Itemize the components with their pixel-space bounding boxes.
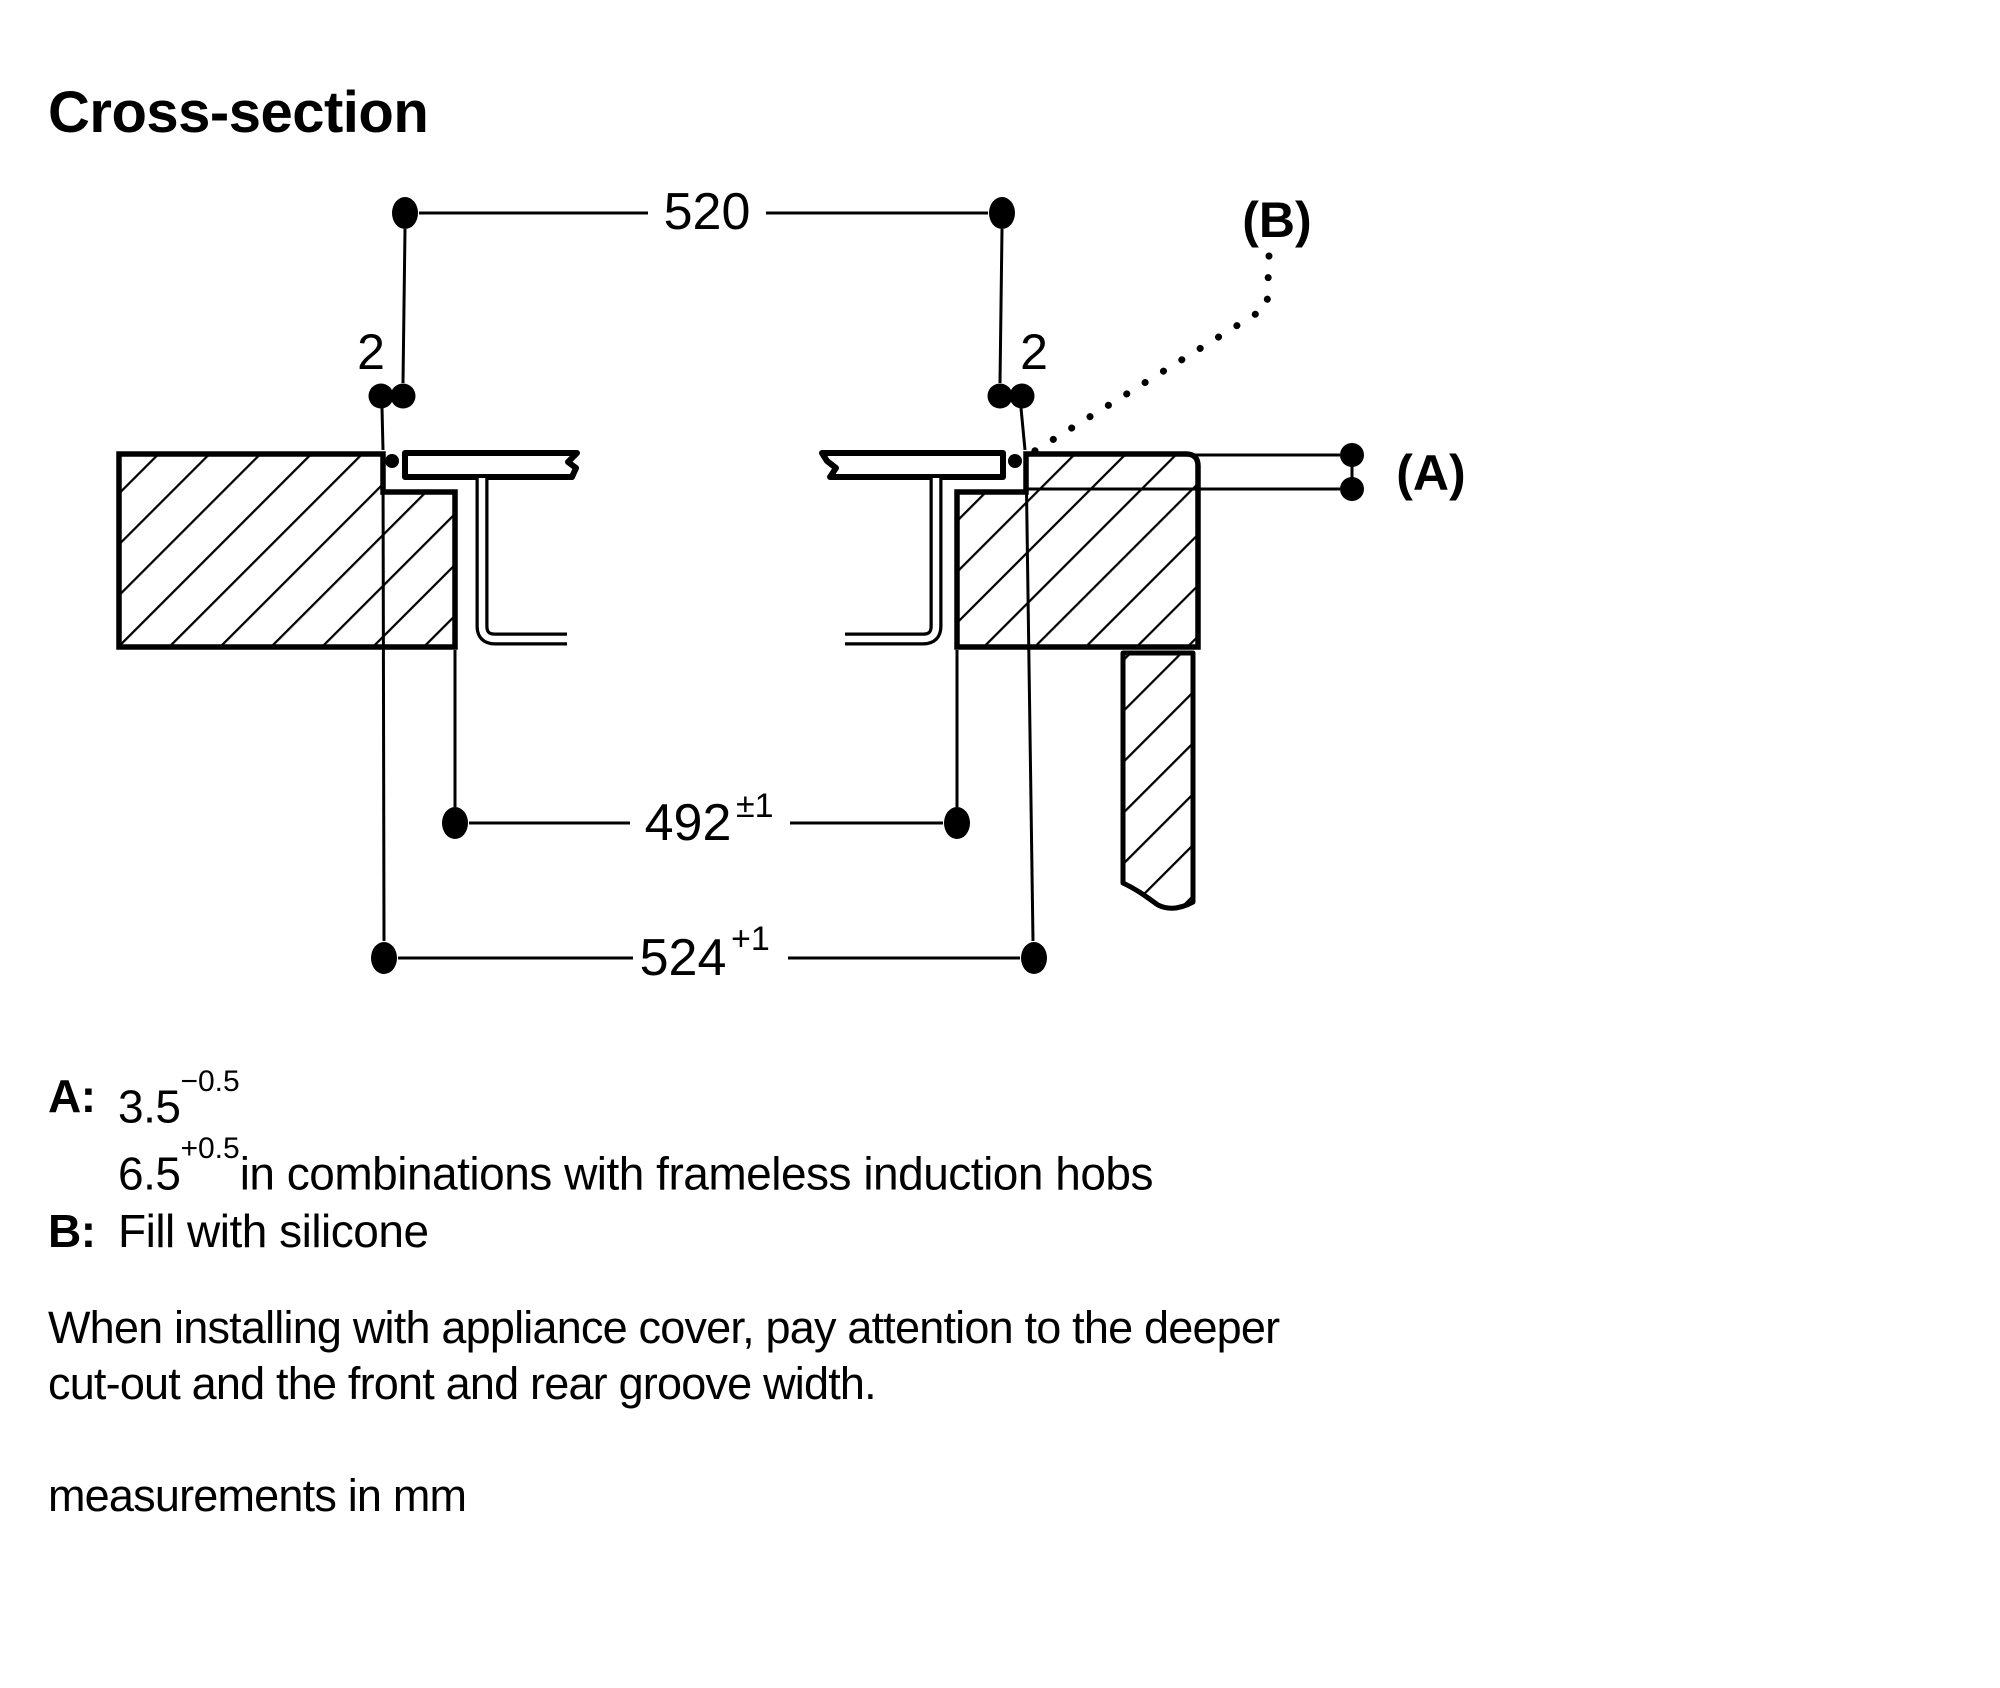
hob-glass-right — [822, 453, 1003, 477]
dim-492 — [442, 787, 970, 852]
worktop-left-section — [119, 454, 455, 647]
dim-524-label: 524 — [639, 929, 727, 987]
dim-492-label: 492 — [644, 794, 732, 852]
gap-right-label: 2 — [1020, 324, 1048, 380]
gap-left-label: 2 — [357, 324, 385, 380]
hob-glass-left — [405, 453, 577, 477]
legend-row-a — [48, 1065, 1153, 1135]
installation-note-line1: When installing with appliance cover, pay attention to the deeper — [48, 1302, 1280, 1353]
worktop-right-section — [957, 454, 1198, 647]
callout-a-label: (A) — [1396, 445, 1466, 501]
silicone-leader-dotted-line — [1033, 256, 1269, 452]
dim-520-dot-right — [989, 197, 1015, 229]
mounting-bracket-left — [482, 478, 567, 639]
legend — [48, 1065, 1153, 1260]
dim-492-tolerance: ±1 — [736, 787, 774, 825]
gap-dim-left — [357, 324, 415, 468]
legend-a2-number: 6.5 — [118, 1147, 181, 1200]
page-title: Cross-section — [48, 80, 429, 145]
dim-520-dot-left — [392, 197, 418, 229]
dim-492-dot-left — [442, 807, 468, 839]
dim-524-tolerance: +1 — [731, 920, 770, 958]
legend-row-a2 — [48, 1132, 1153, 1202]
dim-524-dot-left — [371, 942, 397, 974]
hob-glass — [405, 453, 1003, 477]
legend-key-b: B: — [48, 1204, 96, 1257]
cabinet-panel-section — [1123, 653, 1193, 908]
gap-right-groove-dot — [1008, 454, 1022, 468]
dim-524 — [371, 920, 1047, 987]
dim-520-label: 520 — [663, 183, 751, 241]
legend-a2-text: in combinations with frameless induction hobs — [239, 1147, 1153, 1200]
dim-524-dot-right — [1021, 942, 1047, 974]
legend-a-number: 3.5 — [118, 1080, 181, 1133]
installation-note — [48, 1300, 1279, 1412]
legend-key-a: A: — [48, 1070, 96, 1122]
dim-520 — [392, 183, 1015, 383]
dim-492-dot-right — [944, 807, 970, 839]
gap-left-groove-dot — [385, 454, 399, 468]
legend-a-tolerance: −0.5 — [180, 1065, 240, 1098]
mounting-bracket-right — [845, 478, 936, 639]
legend-value-a2 — [118, 1132, 1153, 1202]
legend-value-a — [118, 1065, 240, 1135]
gap-dim-right — [988, 324, 1048, 468]
units-note: measurements in mm — [48, 1470, 467, 1521]
recess-extension-left — [383, 456, 384, 941]
callout-a-dot-upper — [1340, 443, 1364, 467]
legend-value-b: Fill with silicone — [118, 1204, 429, 1257]
installation-note-line2: cut-out and the front and rear groove width. — [48, 1358, 876, 1409]
mounting-bracket-left-core — [482, 478, 567, 639]
callout-b-label: (B) — [1242, 192, 1312, 248]
mounting-brackets — [482, 478, 936, 639]
legend-key-a2-spacer — [48, 1135, 118, 1202]
callout-a-dot-lower — [1340, 477, 1364, 501]
callout-b — [1033, 192, 1312, 452]
legend-a2-tolerance: +0.5 — [180, 1132, 240, 1166]
legend-row-b — [48, 1203, 1153, 1260]
